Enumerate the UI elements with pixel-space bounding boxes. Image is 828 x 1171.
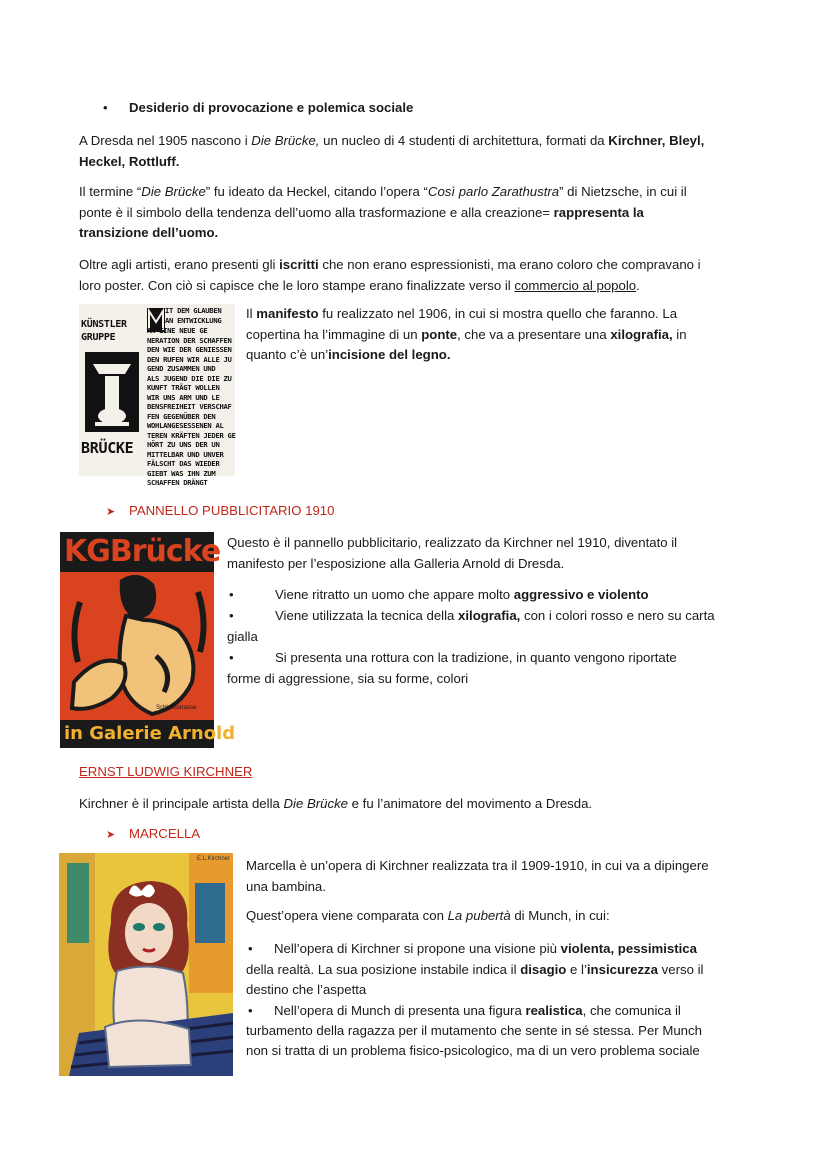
manifesto-woodcut-image (79, 304, 236, 487)
paragraph-pannello: Questo è il pannello pubblicitario, realizzato da Kirchner nel 1910, diventato il manifesto per l’esposizione alla Galleria Arnold di Dresda. (227, 535, 678, 571)
manifesto-title-top: KÜNSTLER GRUPPE (81, 319, 127, 343)
poster-small-text: Schlossstrasse (156, 705, 197, 711)
bullet-dot: • (229, 608, 234, 623)
bullet-dot: • (103, 100, 108, 115)
marcella-bullet-list (246, 939, 786, 1063)
paragraph-iscritti: Oltre agli artisti, erano presenti gli iscritti che non erano espressionisti, ma erano coloro che compravano i loro poster. Con ciò si capisce che le loro stampe erano finalizzate verso il commercio al popolo. (79, 257, 701, 293)
list-item: • Nell’opera di Munch di presenta una figura realistica, che comunica il turbamento della ragazza per il mutamento che sente in sé stessa. Per Munch non si tratta di un problema fisico-psicologico, ma di un vero problema sociale (246, 1003, 702, 1058)
bullet-dot: • (229, 587, 234, 602)
manifesto-title-bottom: BRÜCKE (81, 439, 134, 457)
pannello-bullet-list (227, 585, 787, 690)
marcella-signature: E.L.Kirchner (197, 856, 231, 862)
section-heading-marcella: MARCELLA (129, 826, 201, 841)
poster-bottom-title: in Galerie Arnold (64, 723, 236, 744)
list-item: • Viene utilizzata la tecnica della xilografia, con i colori rosso e nero su carta gialla (227, 608, 715, 644)
paragraph-comparazione: Quest’opera viene comparata con La pubertà di Munch, in cui: (246, 908, 610, 923)
list-item: • Viene ritratto un uomo che appare molto aggressivo e violento (227, 585, 787, 606)
bullet-dot: • (248, 941, 253, 956)
paragraph-kirchner: Kirchner è il principale artista della Die Brücke e fu l’animatore del movimento a Dresda. (79, 796, 593, 811)
section-heading-kirchner: ERNST LUDWIG KIRCHNER (79, 764, 253, 779)
paragraph-termine: Il termine “Die Brücke” fu ideato da Heckel, citando l’opera “Così parlo Zarathustra” di Nietzsche, in cui il ponte è il simbolo della tendenza dell’uomo alla trasformazione e alla creazione= rappresenta la transizione dell’uomo. (79, 184, 687, 240)
bullet-dot: • (248, 1003, 253, 1018)
manifesto-text-block-top: IT DEM GLAUBEN AN ENTWICKLUNG (165, 306, 222, 325)
section-heading-pannello: PANNELLO PUBBLICITARIO 1910 (129, 503, 335, 518)
list-item: • Nell’opera di Kirchner si propone una visione più violenta, pessimistica della realtà. La sua posizione instabile indica il disagio e l’insicurezza verso il destino che l’aspetta (246, 941, 704, 997)
paragraph-marcella: Marcella è un’opera di Kirchner realizzata tra il 1909-1910, in cui va a dipingere una bambina. (246, 858, 709, 894)
arrow-bullet-icon: ➤ (106, 506, 116, 518)
bullet-dot: • (229, 650, 234, 665)
list-item: • Si presenta una rottura con la tradizione, in quanto vengono riportate forme di aggressione, sia su forme, colori (227, 650, 677, 686)
arrow-bullet-icon: ➤ (106, 829, 116, 841)
poster-1910-image (60, 532, 236, 748)
manifesto-text-block: AN EINE NEUE GE NERATION DER SCHAFFEN DEN WIE DER GENIESSEN DEN RUFEN WIR ALLE JU GEND ZUSAMMEN UND ALS JUGEND DIE DIE ZU KUNFT TRÄGT WOLLEN WIR UNS ARM UND LE BENSFREIHEIT VERSCHAF FEN GEGENÜBER DEN WOHLANGESESSENEN AL TEREN KRÄFTEN JEDER GE HÖRT ZU UNS DER UN MITTELBAR UND UNVER FÄLSCHT DAS WIEDER GIEBT WAS IHN ZUM SCHAFFEN DRÄNGT (147, 326, 236, 487)
marcella-artwork (59, 853, 233, 1076)
section-heading-provocazione: Desiderio di provocazione e polemica sociale (129, 100, 414, 115)
paragraph-manifesto: Il manifesto fu realizzato nel 1906, in cui si mostra quello che faranno. La copertina ha l’immagine di un ponte, che va a presentare una xilografia, in quanto c’è un’incisione del legno. (246, 306, 687, 362)
marcella-painting-image (59, 853, 233, 1076)
poster-title: KGBrücke (64, 534, 221, 569)
paragraph-dresda: A Dresda nel 1905 nascono i Die Brücke, un nucleo di 4 studenti di architettura, formati da Kirchner, Bleyl, Heckel, Rottluff. (79, 133, 705, 169)
